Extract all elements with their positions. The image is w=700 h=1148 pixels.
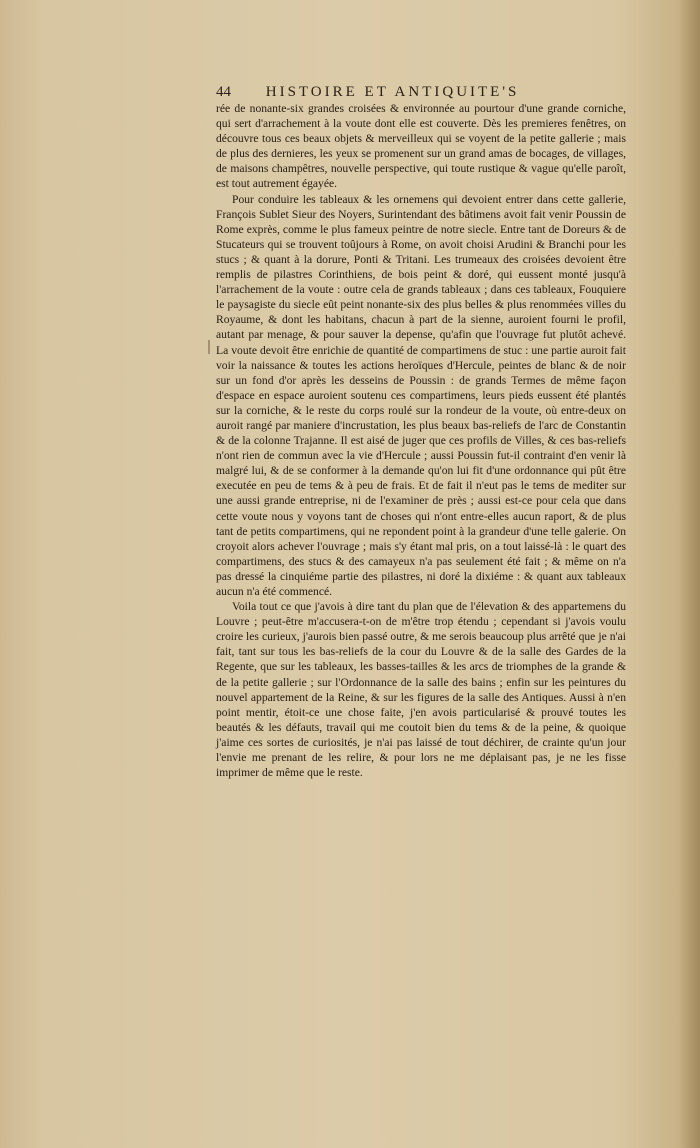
paragraph-1: rée de nonante-six grandes croisées & environnée au pourtour d'une grande corniche, qui sert d'arrachement à la voute dont elle est couverte. Dès les premieres fenêtres, on découvre tous ces beaux objets & merveilleux qui se voyent de la petite gallerie ; mais de plus des dernieres, les yeux se promenent sur un grand amas de bocages, de villages, de maisons champêtres, nouvelle perspective, qui toute rustique & vague qu'elle paroît, est tout autrement égayée.: [216, 102, 626, 191]
running-header: [216, 84, 626, 101]
body-text: [216, 101, 626, 780]
page-number: 44: [216, 84, 231, 100]
paragraph-2: Pour conduire les tableaux & les ornemens qui devoient entrer dans cette gallerie, François Sublet Sieur des Noyers, Surintendant des bâtimens avoit fait venir Poussin de Rome exprès, comme le plus fameux peintre de notre siecle. Entre tant de Doreurs & de Stucateurs qui se trouvent toûjours à Rome, on avoit choisi Arudini & Branchi pour les stucs ; & quant à la dorure, Ponti & Tritani. Les trumeaux des croisées devoient être remplis de pilastres Corinthiens, de bois peint & doré, qui eussent monté jusqu'à l'arrachement de la voute : outre cela de grands tableaux ; dans ces tableaux, Fouquiere le paysagiste du siecle eût peint nonante-six des plus belles & plus renommées villes du Royaume, & dont les habitans, chacun à part de la sienne, auroient fourni le profil, autant par menage, & pour sauver la depense, qu'afin que l'ouvrage fut plutôt achevé. La voute devoit être enrichie de quantité de compartimens de stuc : une partie auroit fait voir la naissance & toutes les actions heroïques d'Hercule, peintes de blanc & de noir sur un fond d'or après les desseins de Poussin : de grands Termes de même façon d'espace en espace auroient soutenu ces compartimens, leurs pieds eussent été plantés sur la corniche, & le reste du corps roulé sur la rondeur de la voute, où entre-deux on auroit rangé par maniere d'incrustation, les plus beaux bas-reliefs de l'arc de Constantin & de la colonne Trajanne. Il est aisé de juger que ces profils de Villes, & ces bas-reliefs n'ont rien de commun avec la vie d'Hercule ; aussi Poussin fut-il contraint d'en venir là malgré lui, & de se conformer à la demande qu'on lui fit d'une ordonnance qui pût être executée en peu de tems & à peu de frais. Et de fait il n'eut pas le tems de mediter sur une aussi grande entreprise, ni de l'examiner de près ; aussi est-ce pour cela que dans cette voute nous y voyons tant de choses qui n'ont entre-elles aucun raport, & de plus tant de petits compartimens, qui ne repondent point à la grandeur d'une telle galerie. On croyoit alors achever l'ouvrage ; mais s'y étant mal pris, on a tout laissé-là : le quart des compartimens, des stucs & des camayeux n'a pas seulement été fait ; & même on n'a pas dressé la cinquiéme partie des pilastres, ni doré la dixiéme : & quant aux tableaux aucun n'a été commencé.: [216, 192, 626, 598]
running-title: HISTOIRE ET ANTIQUITE'S: [265, 84, 520, 100]
paragraph-3: Voila tout ce que j'avois à dire tant du plan que de l'élevation & des appartemens du Louvre ; peut-être m'accusera-t-on de m'être trop étendu ; cependant si j'avois voulu croire les curieux, j'aurois bien passé outre, & me serois beaucoup plus arrêté que je n'ai fait, tant sur tous les bas-reliefs de la cour du Louvre & de la salle des Gardes de la Regente, que sur les tableaux, les basses-tailles & les arcs de triomphes de la grande & de la petite gallerie ; sur l'Ordonnance de la salle des bains ; enfin sur les peintures du nouvel appartement de la Reine, & sur les figures de la salle des Antiques. Aussi à n'en point mentir, étoit-ce une chose faite, j'en avois particularisé & prouvé toutes les beautés & les défauts, travail qui me coutoit bien du tems & de la peine, & quoique j'aime ces sortes de curiosités, je n'ai pas laissé de tout déchirer, de crainte qu'un jour l'envie me prenant de les relire, & pour lors ne me déplaisant pas, je ne les fisse imprimer de même que le reste.: [216, 600, 626, 780]
margin-mark: [208, 340, 210, 354]
page-gutter-shadow: [678, 0, 700, 1148]
